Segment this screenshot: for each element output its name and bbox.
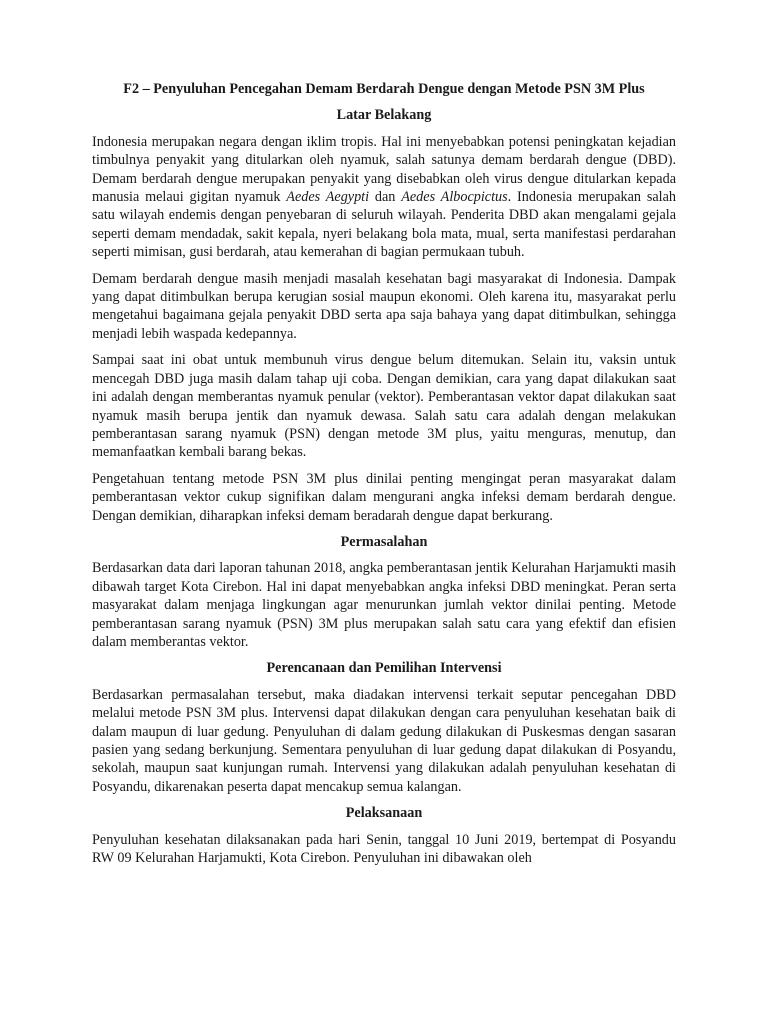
paragraph xyxy=(92,470,676,525)
section-pelaksanaan xyxy=(92,804,676,867)
paragraph xyxy=(92,133,676,262)
paragraph xyxy=(92,686,676,796)
species-name: Aedes Aegypti xyxy=(286,189,370,206)
text-run: Demam berdarah dengue masih menjadi masalah kesehatan bagi masyarakat di Indonesia. Dampak yang dapat ditimbulkan berupa kerugian sosial maupun ekonomi. Oleh karena itu, masyarakat perlu mengetahui bagaimana gejala penyakit DBD serta apa saja bahaya yang dapat ditimbulkan, sehingga menjadi lebih waspada kedepannya. xyxy=(92,270,676,342)
text-run: Pengetahuan tentang metode PSN 3M plus dinilai penting mengingat peran masyarakat dalam pemberantasan vektor cukup signifikan dalam mengurani angka infeksi demam berdarah dengue. Dengan demikian, diharapkan infeksi demam beradarah dengue dapat berkurang. xyxy=(92,470,676,524)
document-title: F2 – Penyuluhan Pencegahan Demam Berdarah Dengue dengan Metode PSN 3M Plus xyxy=(123,81,645,97)
section-permasalahan xyxy=(92,533,676,651)
section-latar-belakang xyxy=(92,106,676,525)
section-heading: Permasalahan xyxy=(340,533,428,550)
species-name: Aedes Albocpictus xyxy=(401,189,508,206)
section-heading: Perencanaan dan Pemilihan Intervensi xyxy=(266,660,502,677)
section-heading: Pelaksanaan xyxy=(345,805,423,822)
paragraph xyxy=(92,559,676,651)
paragraph xyxy=(92,831,676,868)
section-perencanaan xyxy=(92,659,676,796)
text-run: Berdasarkan permasalahan tersebut, maka diadakan intervensi terkait seputar pencegahan DBD melalui metode PSN 3M plus. Intervensi dapat dilakukan dengan cara penyuluhan kesehatan baik di dalam maupun di luar gedung. Penyuluhan di dalam gedung dilakukan di Puskesmas dengan sasaran pasien yang sedang berkunjung. Sementara penyuluhan di luar gedung dapat dilakukan di Posyandu, sekolah, maupun saat kunjungan rumah. Intervensi yang dilakukan adalah penyuluhan kesehatan di Posyandu, dikarenakan peserta dapat mencakup semua kalangan. xyxy=(92,686,676,795)
paragraph xyxy=(92,351,676,461)
section-heading: Latar Belakang xyxy=(336,107,432,124)
document-page xyxy=(92,80,676,875)
text-run: Berdasarkan data dari laporan tahunan 2018, angka pemberantasan jentik Kelurahan Harjamukti masih dibawah target Kota Cirebon. Hal ini dapat menyebabkan angka infeksi DBD meningkat. Peran serta masyarakat dalam menjaga lingkungan agar menurunkan jumlah vektor dinilai penting. Metode pemberantasan sarang nyamuk (PSN) 3M plus merupakan salah satu cara yang efektif dan efisien dalam memberantas vektor. xyxy=(92,560,676,650)
text-run: dan xyxy=(369,189,402,206)
text-run: Indonesia merupakan negara dengan iklim tropis. Hal ini menyebabkan potensi peningkatan kejadian timbulnya penyakit yang ditularkan oleh nyamuk, salah satunya demam berdarah dengue (DBD). Demam berdarah dengue merupakan penyakit yang disebabkan oleh virus dengue ditularkan kepada manusia melaui gigitan nyamuk xyxy=(92,133,676,206)
text-run: . Indonesia merupakan salah satu wilayah endemis dengan penyebaran di seluruh wilayah. Penderita DBD akan mengalami gejala seperti demam mendadak, sakit kepala, nyeri belakang bola mata, mual, serta manifestasi perdarahan seperti mimisan, gusi berdarah, atau kemerahan di bagian permukaan tubuh. xyxy=(92,189,677,261)
text-run: Penyuluhan kesehatan dilaksanakan pada hari Senin, tanggal 10 Juni 2019, bertempat di Posyandu RW 09 Kelurahan Harjamukti, Kota Cirebon. Penyuluhan ini dibawakan oleh xyxy=(92,831,676,867)
paragraph xyxy=(92,270,676,344)
text-run: Sampai saat ini obat untuk membunuh virus dengue belum ditemukan. Selain itu, vaksin untuk mencegah DBD juga masih dalam tahap uji coba. Dengan demikian, cara yang dapat dilakukan saat ini adalah dengan memberantas nyamuk penular (vektor). Pemberantasan vektor dapat dilakukan saat nyamuk masih berupa jentik dan nyamuk dewasa. Salah satu cara adalah dengan melakukan pemberantasan sarang nyamuk (PSN) dengan metode 3M plus, yaitu menguras, menutup, dan memanfaatkan kembali barang bekas. xyxy=(92,352,676,461)
